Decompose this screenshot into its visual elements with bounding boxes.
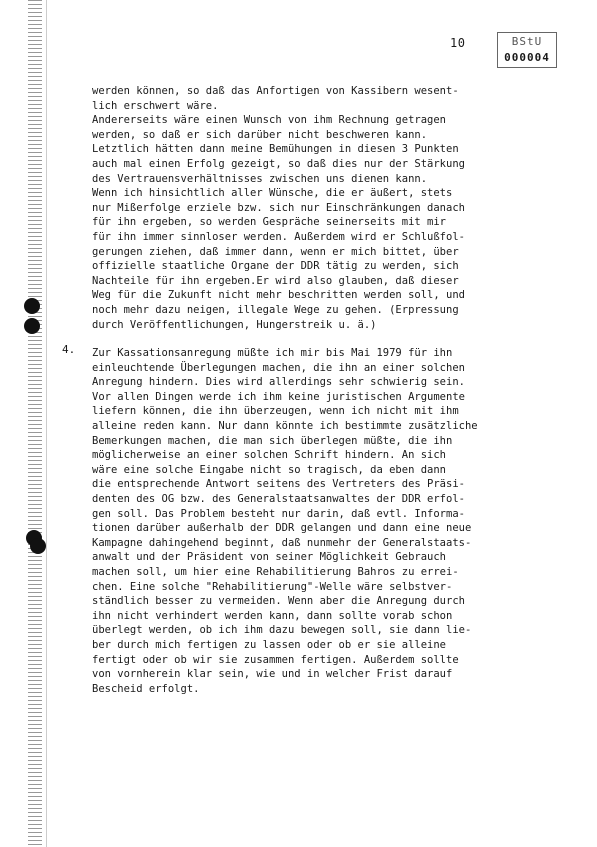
stamp-label: BStU: [511, 35, 543, 48]
binding-strip: [28, 0, 42, 847]
text-line: wäre eine solche Eingabe nicht so tragisch, da eben dann: [92, 463, 447, 476]
text-line: ber durch mich fertigen zu lassen oder ob er sie alleine: [92, 638, 447, 651]
text-line: liefern können, die ihn überzeugen, wenn ich nicht mit ihm: [92, 405, 459, 418]
text-line: Bescheid erfolgt.: [92, 682, 200, 695]
text-line: Weg für die Zukunft nicht mehr beschritten werden soll, und: [92, 289, 465, 302]
text-line: des Vertrauensverhältnisses zwischen uns dienen kann.: [92, 172, 428, 185]
text-line: für ihn immer sinnloser werden. Außerdem wird er Schlußfol-: [92, 230, 465, 243]
text-line: nur Mißerfolge erziele bzw. sich nur Einschränkungen danach: [92, 201, 465, 214]
text-line: denten des OG bzw. des Generalstaatsanwaltes der DDR erfol-: [92, 493, 465, 506]
text-line: Letztlich hätten dann meine Bemühungen in diesen 3 Punkten: [92, 143, 459, 156]
body-text: [92, 84, 540, 696]
text-line: die entsprechende Antwort seitens des Vertreters des Präsi-: [92, 478, 465, 491]
text-line: noch mehr dazu neigen, illegale Wege zu gehen. (Erpressung: [92, 303, 459, 316]
punch-hole-upper: [24, 298, 40, 314]
paragraph-1: [92, 84, 540, 332]
text-line: lich erschwert wäre.: [92, 99, 219, 112]
text-line: anwalt und der Präsident von seiner Möglichkeit Gebrauch: [92, 551, 447, 564]
page-number: 10: [450, 36, 466, 50]
text-line: tionen darüber außerhalb der DDR gelangen und dann eine neue: [92, 522, 472, 535]
text-line: Anregung hindern. Dies wird allerdings sehr schwierig sein.: [92, 376, 465, 389]
stamp-number: 000004: [504, 51, 550, 64]
text-line: möglicherweise an einer solchen Schrift hindern. An sich: [92, 449, 447, 462]
archive-stamp: [497, 32, 557, 68]
margin-line: [46, 0, 47, 847]
text-line: Bemerkungen machen, die man sich überlegen müßte, die ihn: [92, 434, 453, 447]
text-line: Nachteile für ihn ergeben.Er wird also glauben, daß dieser: [92, 274, 459, 287]
text-line: auch mal einen Erfolg gezeigt, so daß dies nur der Stärkung: [92, 157, 465, 170]
text-line: fertigt oder ob wir sie zusammen fertigen. Außerdem sollte: [92, 653, 459, 666]
text-line: durch Veröffentlichungen, Hungerstreik u. ä.): [92, 318, 377, 331]
text-line: ihn nicht verhindert werden kann, dann sollte vorab schon: [92, 609, 453, 622]
punch-hole-upper-shadow: [24, 318, 40, 334]
text-line: Wenn ich hinsichtlich aller Wünsche, die er äußert, stets: [92, 187, 453, 200]
text-line: werden können, so daß das Anfortigen von Kassibern wesent-: [92, 85, 459, 97]
text-line: Kampagne dahingehend beginnt, daß nunmehr der Generalstaats-: [92, 536, 472, 549]
text-line: von vornherein klar sein, wie und in welcher Frist darauf: [92, 668, 453, 681]
item-number: 4.: [62, 343, 76, 356]
text-line: gen soll. Das Problem besteht nur darin, daß evtl. Informa-: [92, 507, 465, 520]
text-line: alleine reden kann. Nur dann könnte ich bestimmte zusätzliche: [92, 420, 478, 433]
text-line: Vor allen Dingen werde ich ihm keine juristischen Argumente: [92, 390, 465, 403]
text-line: werden, so daß er sich darüber nicht beschweren kann.: [92, 128, 428, 141]
text-line: einleuchtende Überlegungen machen, die ihn an einer solchen: [92, 361, 465, 374]
text-line: überlegt werden, ob ich ihm dazu bewegen soll, sie dann lie-: [92, 624, 472, 637]
text-line: offizielle staatliche Organe der DDR tätig zu werden, sich: [92, 260, 459, 273]
text-line: Zur Kassationsanregung müßte ich mir bis Mai 1979 für ihn: [92, 347, 453, 360]
text-line: Andererseits wäre einen Wunsch von ihm Rechnung getragen: [92, 114, 447, 127]
text-line: chen. Eine solche "Rehabilitierung"-Welle wäre selbstver-: [92, 580, 453, 593]
text-line: ständlich besser zu vermeiden. Wenn aber die Anregung durch: [92, 595, 465, 608]
paragraph-2: [92, 346, 540, 696]
text-line: für ihn ergeben, so werden Gespräche seinerseits mit mir: [92, 216, 447, 229]
text-line: machen soll, um hier eine Rehabilitierung Bahros zu errei-: [92, 566, 459, 578]
punch-hole-lower-shadow: [30, 538, 46, 554]
text-line: gerungen ziehen, daß immer dann, wenn er mich bittet, über: [92, 245, 459, 258]
